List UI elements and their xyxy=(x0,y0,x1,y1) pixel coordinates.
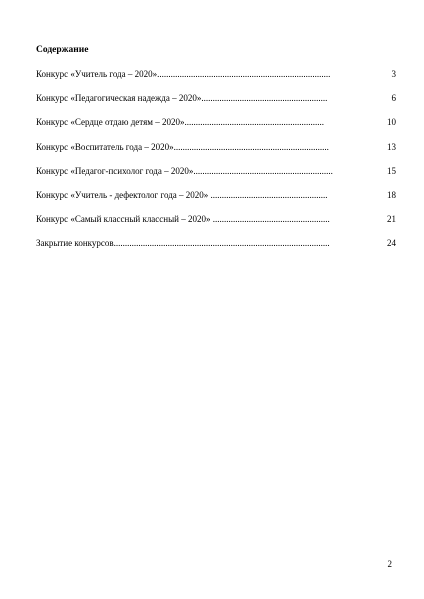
toc-entry-page: 13 xyxy=(387,141,396,152)
toc-entry-title: Конкурс «Самый классный классный – 2020» .................................................... xyxy=(36,214,330,225)
toc-entry-title: Конкурс «Учитель года – 2020»............................................................................. xyxy=(36,69,331,79)
toc-entry-title: Конкурс «Воспитатель года – 2020»..................................................................... xyxy=(36,141,329,152)
page-number: 2 xyxy=(387,559,392,569)
toc-entry xyxy=(36,189,396,201)
toc-entry xyxy=(36,165,396,177)
toc-entry xyxy=(36,68,396,80)
toc-entry xyxy=(36,92,396,104)
toc-entry-page: 18 xyxy=(387,189,396,200)
toc-entry-page: 3 xyxy=(391,69,396,79)
toc-entry-page: 21 xyxy=(387,214,396,225)
toc-entry-page: 6 xyxy=(391,93,396,104)
toc-entry-title: Закрытие конкурсов................................................................................................ xyxy=(36,238,330,249)
toc-entry-title: Конкурс «Сердце отдаю детям – 2020».............................................................. xyxy=(36,117,324,128)
toc-entry xyxy=(36,237,396,249)
toc-entry-title: Конкурс «Учитель - дефектолог года – 2020» .................................................... xyxy=(36,189,328,200)
toc-entry xyxy=(36,116,396,128)
toc-list xyxy=(36,68,396,262)
toc-entry-title: Конкурс «Педагогическая надежда – 2020»........................................................ xyxy=(36,93,328,104)
toc-entry-title: Конкурс «Педагог-психолог года – 2020».............................................................. xyxy=(36,165,333,176)
toc-entry-page: 15 xyxy=(387,165,396,176)
toc-entry-page: 24 xyxy=(387,238,396,249)
toc-entry xyxy=(36,213,396,225)
toc-entry xyxy=(36,141,396,153)
toc-entry-page: 10 xyxy=(387,117,396,128)
toc-heading: Содержание xyxy=(36,45,89,55)
